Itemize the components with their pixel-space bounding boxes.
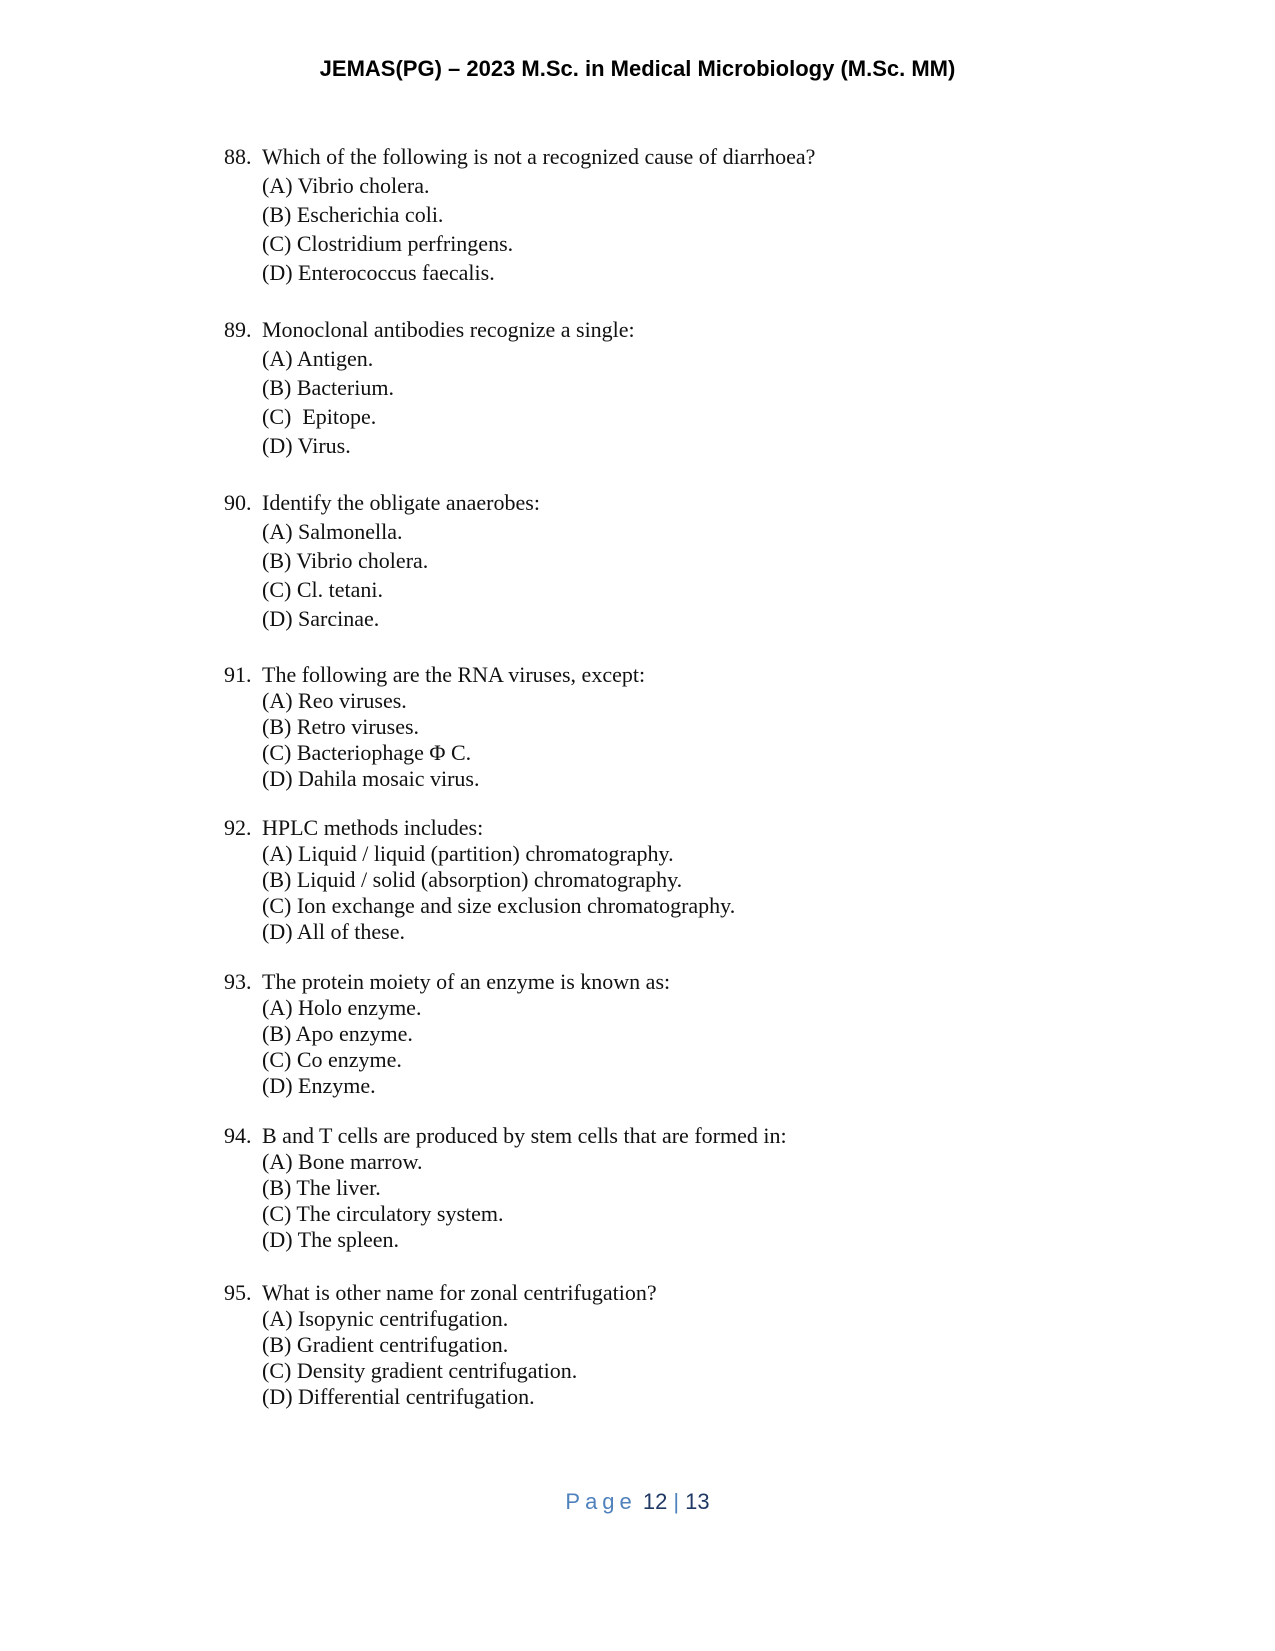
option-a: (A) Holo enzyme.: [262, 995, 422, 1020]
question-number: 91.: [224, 662, 252, 687]
option-d: (D) Virus.: [262, 433, 351, 458]
question-number: 90.: [224, 490, 252, 515]
option-b: (B) Retro viruses.: [262, 714, 420, 739]
question-text: Monoclonal antibodies recognize a single:: [262, 317, 635, 342]
question-91: [224, 662, 1124, 792]
option-c: (C) Co enzyme.: [262, 1047, 402, 1072]
question-number: 89.: [224, 317, 252, 342]
option-b: (B) Apo enzyme.: [262, 1021, 413, 1046]
question-number: 93.: [224, 969, 252, 994]
page-word: Page: [565, 1489, 637, 1514]
option-b: (B) Vibrio cholera.: [262, 548, 429, 573]
page-separator: |: [673, 1489, 680, 1514]
option-b: (B) Escherichia coli.: [262, 202, 444, 227]
question-text: Identify the obligate anaerobes:: [262, 490, 540, 515]
option-a: (A) Isopynic centrifugation.: [262, 1306, 509, 1331]
question-text: The following are the RNA viruses, except:: [262, 662, 646, 687]
option-d: (D) Enzyme.: [262, 1073, 376, 1098]
page-footer: [0, 1489, 1275, 1515]
question-text: HPLC methods includes:: [262, 815, 484, 840]
question-text: Which of the following is not a recognized cause of diarrhoea?: [262, 144, 816, 169]
option-a: (A) Bone marrow.: [262, 1149, 423, 1174]
current-page-number: 12: [642, 1489, 668, 1514]
option-a: (A) Salmonella.: [262, 519, 403, 544]
question-93: [224, 969, 1124, 1099]
option-c: (C) Bacteriophage Φ C.: [262, 740, 472, 765]
question-88: [224, 142, 1124, 287]
option-a: (A) Antigen.: [262, 346, 374, 371]
option-d: (D) Enterococcus faecalis.: [262, 260, 495, 285]
option-a: (A) Vibrio cholera.: [262, 173, 430, 198]
question-text: B and T cells are produced by stem cells that are formed in:: [262, 1123, 787, 1148]
question-94: [224, 1123, 1124, 1253]
question-number: 95.: [224, 1280, 252, 1305]
option-a: (A) Liquid / liquid (partition) chromatography.: [262, 841, 674, 866]
option-b: (B) The liver.: [262, 1175, 381, 1200]
total-pages-number: 13: [685, 1489, 710, 1514]
option-c: (C) Epitope.: [262, 404, 377, 429]
option-d: (D) Differential centrifugation.: [262, 1384, 535, 1409]
option-d: (D) The spleen.: [262, 1227, 400, 1252]
option-c: (C) Ion exchange and size exclusion chromatography.: [262, 893, 736, 918]
option-c: (C) The circulatory system.: [262, 1201, 504, 1226]
question-90: [224, 488, 1124, 633]
option-c: (C) Cl. tetani.: [262, 577, 383, 602]
option-c: (C) Density gradient centrifugation.: [262, 1358, 578, 1383]
option-b: (B) Liquid / solid (absorption) chromatography.: [262, 867, 683, 892]
question-92: [224, 815, 1124, 945]
option-d: (D) Sarcinae.: [262, 606, 380, 631]
option-b: (B) Gradient centrifugation.: [262, 1332, 509, 1357]
question-89: [224, 315, 1124, 460]
option-d: (D) All of these.: [262, 919, 405, 944]
option-c: (C) Clostridium perfringens.: [262, 231, 514, 256]
question-number: 88.: [224, 144, 252, 169]
option-d: (D) Dahila mosaic virus.: [262, 766, 480, 791]
question-text: What is other name for zonal centrifugation?: [262, 1280, 657, 1305]
question-95: [224, 1280, 1124, 1410]
question-number: 94.: [224, 1123, 252, 1148]
option-b: (B) Bacterium.: [262, 375, 394, 400]
option-a: (A) Reo viruses.: [262, 688, 407, 713]
question-text: The protein moiety of an enzyme is known as:: [262, 969, 671, 994]
page-header-title: JEMAS(PG) – 2023 M.Sc. in Medical Microbiology (M.Sc. MM): [319, 56, 956, 81]
question-number: 92.: [224, 815, 252, 840]
